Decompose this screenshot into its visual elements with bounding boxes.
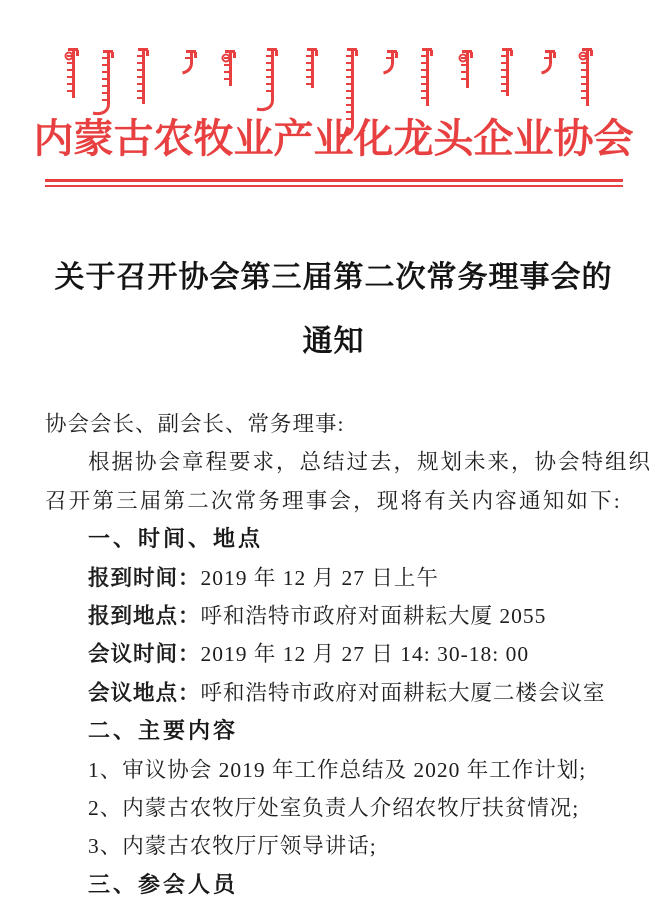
registration-place-value: 呼和浩特市政府对面耕耘大厦 2055 (200, 604, 547, 629)
letterhead-divider-thin (45, 185, 623, 187)
letterhead-divider-thick (45, 179, 623, 182)
document-body (45, 405, 653, 904)
mongolian-word (542, 50, 557, 73)
mongolian-word (580, 48, 594, 106)
agenda-item-1: 1、审议协会 2019 年工作总结及 2020 年工作计划; (88, 757, 587, 782)
agenda-item-3: 3、内蒙古农牧厅厅领导讲话; (88, 834, 377, 859)
paragraph-line2: 召开第三届第二次常务理事会，现将有关内容通知如下: (45, 488, 622, 513)
mongolian-word (460, 50, 474, 88)
mongolian-word (93, 50, 114, 114)
mongolian-word (421, 48, 433, 106)
meeting-time-value: 2019 年 12 月 27 日 14: 30-18: 00 (200, 642, 530, 667)
letterhead-org-name: 内蒙古农牧业产业化龙头企业协会 (33, 116, 634, 161)
section2-heading: 二、主要内容 (88, 718, 239, 744)
section1-heading: 一、时间、地点 (88, 526, 264, 552)
registration-time-value: 2019 年 12 月 27 日上午 (200, 565, 439, 590)
mongolian-word (137, 48, 149, 104)
registration-time-label: 报到时间： (88, 565, 201, 590)
section3-heading: 三、参会人员 (88, 871, 239, 897)
meeting-place-line (45, 674, 630, 712)
document-title (0, 246, 667, 374)
meeting-place-value: 呼和浩特市政府对面耕耘大厦二楼会议室 (200, 680, 606, 705)
document-title-line2: 通知 (302, 325, 365, 358)
registration-place-line (45, 597, 630, 635)
meeting-place-label: 会议地点： (88, 680, 201, 705)
agenda-item-2: 2、内蒙古农牧厅处室负责人介绍农牧厅扶贫情况; (88, 796, 580, 821)
mongolian-word (66, 48, 80, 98)
meeting-time-label: 会议时间： (88, 642, 201, 667)
meeting-time-line (45, 635, 630, 673)
salutation: 协会会长、副会长、常务理事: (45, 412, 345, 436)
registration-place-label: 报到地点： (88, 604, 201, 629)
mongolian-word (183, 50, 198, 73)
mongolian-word (257, 48, 278, 110)
mongolian-word (223, 50, 237, 86)
paragraph-line1: 根据协会章程要求，总结过去，规划未来，协会特组织 (88, 450, 653, 475)
mongolian-word (306, 48, 318, 88)
mongolian-word (384, 50, 399, 73)
mongolian-word (501, 48, 513, 96)
registration-time-line (45, 559, 630, 597)
document-title-line1: 关于召开协会第三届第二次常务理事会的 (54, 261, 613, 294)
